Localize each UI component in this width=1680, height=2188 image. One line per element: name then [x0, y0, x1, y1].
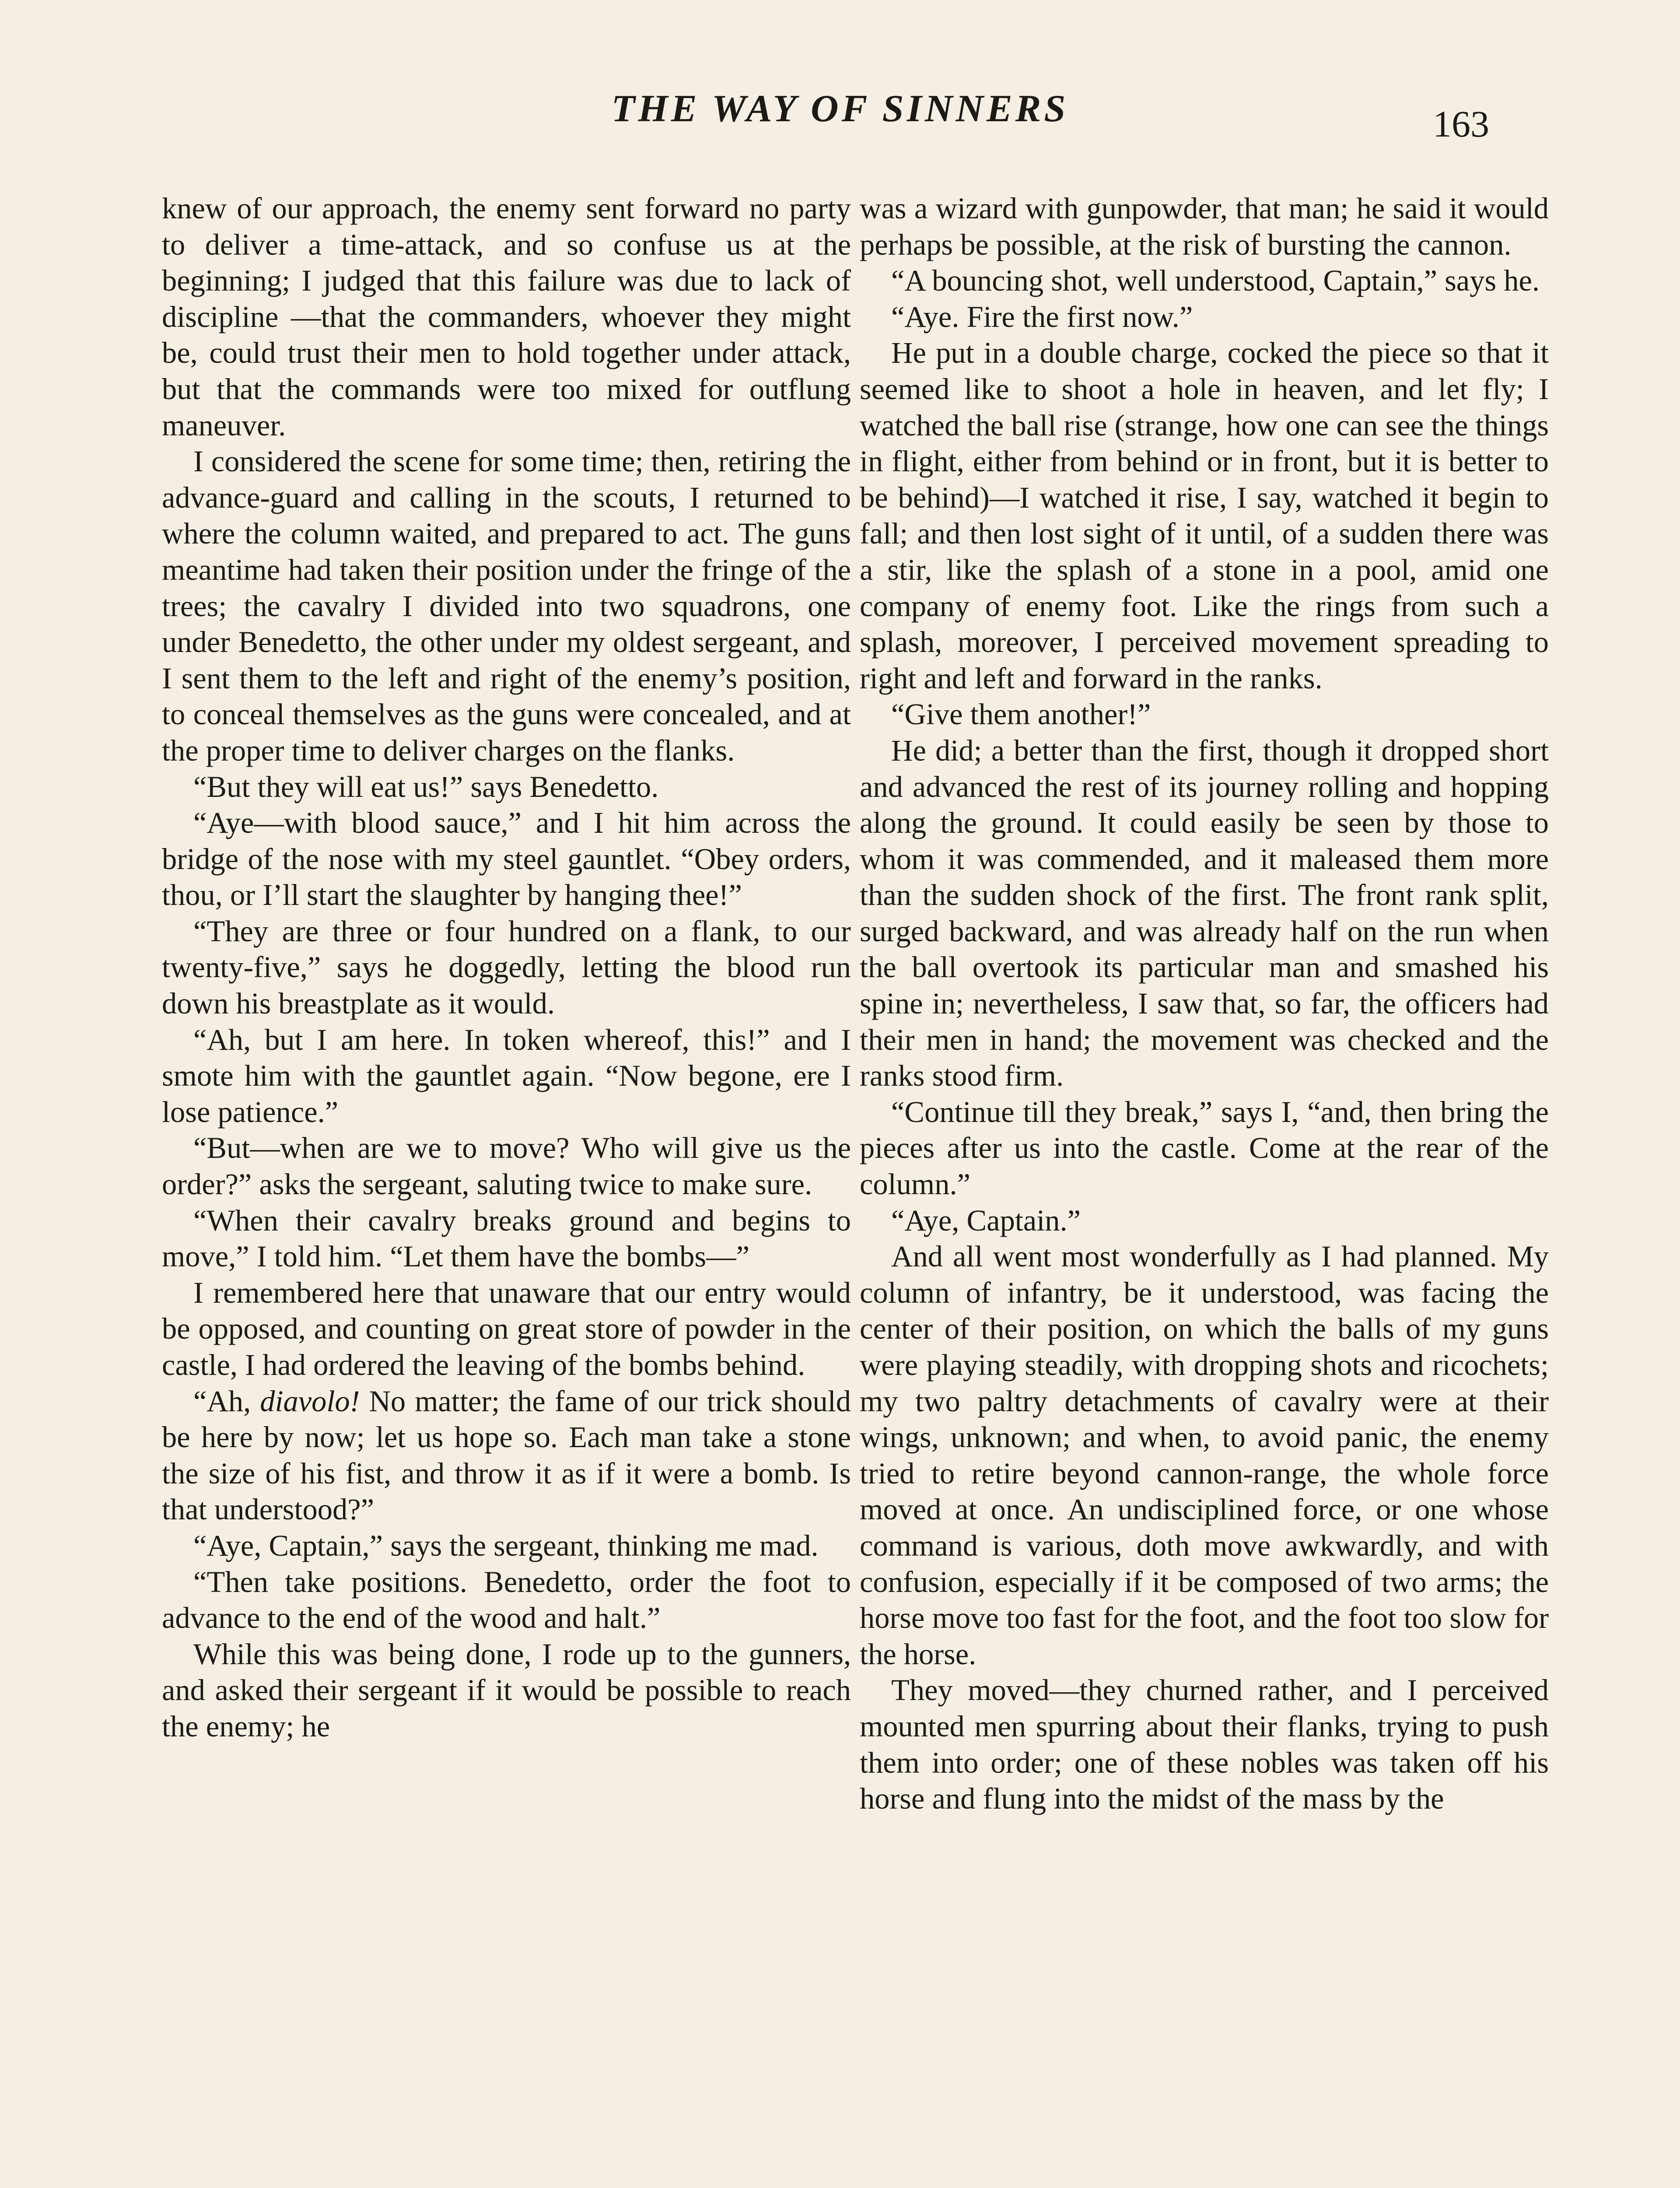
- paragraph: [162, 1383, 851, 1528]
- right-column: [860, 190, 1549, 2188]
- paragraph: “Aye, Captain.”: [891, 1203, 1081, 1237]
- paragraph: They moved—they churned rather, and I perceived mounted men spurring about their flanks, trying to push them into order; one of these nobles was taken off his horse and flung into the midst of the mass by the: [860, 1673, 1549, 1816]
- paragraph: “Aye. Fire the first now.”: [891, 300, 1193, 333]
- paragraph: “Continue till they break,” says I, “and, then bring the pieces after us into the castle. Come at the rear of the column.”: [860, 1095, 1549, 1201]
- paragraph: “They are three or four hundred on a flank, to our twenty-five,” says he doggedly, letting the blood run down his breastplate as it would.: [162, 914, 851, 1020]
- paragraph: He did; a better than the first, though it dropped short and advanced the rest of its journey rolling and hopping along the ground. It could easily be seen by those to whom it was commended, and it maleased them more than the sudden shock of the first. The front rank split, surged backward, and was already half on the run when the ball overtook its particular man and smashed his spine in; nevertheless, I saw that, so far, the officers had their men in hand; the movement was checked and the ranks stood firm.: [860, 733, 1549, 1093]
- paragraph-text: “Ah,: [193, 1384, 260, 1418]
- paragraph: “Then take positions. Benedetto, order the foot to advance to the end of the wood and halt.”: [162, 1565, 851, 1635]
- paragraph: While this was being done, I rode up to the gunners, and asked their sergeant if it would be possible to reach the enemy; he: [162, 1637, 851, 1743]
- paragraph: “But they will eat us!” says Benedetto.: [193, 770, 659, 803]
- running-title: THE WAY OF SINNERS: [611, 88, 1069, 130]
- paragraph: “Aye—with blood sauce,” and I hit him across the bridge of the nose with my steel gauntlet. “Obey orders, thou, or I’ll start the slaughter by hanging thee!”: [162, 806, 851, 912]
- paragraph: “Ah, but I am here. In token whereof, this!” and I smote him with the gauntlet again. “Now begone, ere I lose patience.”: [162, 1023, 851, 1129]
- paragraph: “When their cavalry breaks ground and begins to move,” I told him. “Let them have the bombs—”: [162, 1203, 851, 1273]
- paragraph: knew of our approach, the enemy sent forward no party to deliver a time-attack, and so confuse us at the beginning; I judged that this failure was due to lack of discipline —that the commanders, whoever they might be, could trust their men to hold together under attack, but that the commands were too mixed for outflung maneuver.: [162, 192, 851, 442]
- paragraph: I considered the scene for some time; then, retiring the advance-guard and calling in the scouts, I returned to where the column waited, and prepared to act. The guns meantime had taken their position under the fringe of the trees; the cavalry I divided into two squadrons, one under Benedetto, the other under my oldest sergeant, and I sent them to the left and right of the enemy’s position, to conceal themselves as the guns were concealed, and at the proper time to deliver charges on the flanks.: [162, 445, 851, 767]
- paragraph: He put in a double charge, cocked the piece so that it seemed like to shoot a hole in heaven, and let fly; I watched the ball rise (strange, how one can see the things in flight, either from behind or in front, but it is better to be behind)—I watched it rise, I say, watched it begin to fall; and then lost sight of it until, of a sudden there was a stir, like the splash of a stone in a pool, amid one company of enemy foot. Like the rings from such a splash, moreover, I perceived movement spreading to right and left and forward in the ranks.: [860, 336, 1549, 695]
- page-header: [0, 0, 1680, 184]
- paragraph: “But—when are we to move? Who will give us the order?” asks the sergeant, saluting twice to make sure.: [162, 1131, 851, 1201]
- paragraph: “Give them another!”: [891, 698, 1151, 731]
- paragraph: I remembered here that unaware that our entry would be opposed, and counting on great store of powder in the castle, I had ordered the leaving of the bombs behind.: [162, 1276, 851, 1382]
- italic-word: diavolo!: [260, 1384, 360, 1418]
- page-number: 163: [1433, 103, 1489, 145]
- paragraph: was a wizard with gunpowder, that man; he said it would perhaps be possible, at the risk of bursting the cannon.: [860, 192, 1549, 261]
- paragraph: “A bouncing shot, well understood, Captain,” says he.: [891, 264, 1540, 298]
- paragraph: And all went most wonderfully as I had planned. My column of infantry, be it understood, was facing the center of their position, on which the balls of my guns were playing steadily, with dropping shots and ricochets; my two paltry detachments of cavalry were at their wings, unknown; and when, to avoid panic, the enemy tried to retire beyond cannon-range, the whole force moved at once. An undisciplined force, or one whose command is various, doth move awkwardly, and with confusion, especially if it be composed of two arms; the horse move too fast for the foot, and the foot too slow for the horse.: [860, 1240, 1549, 1671]
- left-column: [162, 190, 851, 2188]
- paragraph-text: No matter; the fame of our trick should be here by now; let us hope so. Each man take a stone the size of his fist, and throw it as if it were a bomb. Is that understood?”: [162, 1384, 851, 1526]
- paragraph: “Aye, Captain,” says the sergeant, thinking me mad.: [193, 1529, 819, 1562]
